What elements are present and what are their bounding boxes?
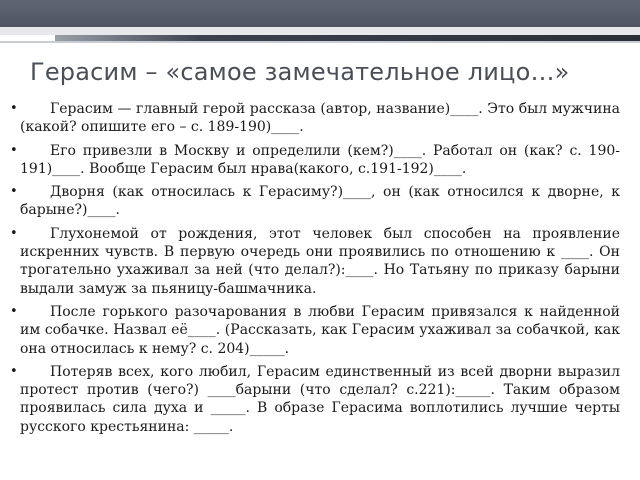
header-divider [0,41,640,43]
paragraph-text: Его привезли в Москву и определили (кем?)____. Работал он (как? с. 190-191)____. Вообще Герасим был нрава(какого, с.191-192)____. [20,142,620,177]
paragraph-text: После горького разочарования в любви Герасим привязался к найденной им собачке. Назвал её____. (Рассказать, как Герасим ухаживал за собачкой, как она относилась к нему? с. 204)_____. [20,303,620,357]
list-item [10,183,620,220]
paragraph-text: Глухонемой от рождения, этот человек был способен на проявление искренних чувств. В первую очередь они проявились по отношению к ____. Он трогательно ухаживал за ней (что делал?):____. Но Татьяну по приказу барыни выдали замуж за пьяницу-башмачника. [20,225,620,297]
list-item [10,303,620,358]
list-item [10,142,620,179]
list-item [10,225,620,298]
paragraph-text: Герасим — главный герой рассказа (автор, название)____. Это был мужчина (какой? опишите его – с. 189-190)____. [20,101,620,136]
list-item [10,100,620,137]
paragraph-text: Дворня (как относилась к Герасиму?)____, он (как относился к дворне, к барыне?)____. [20,184,620,219]
bullet-icon: • [10,363,18,379]
bullet-icon: • [10,303,18,319]
bullet-icon: • [10,184,18,200]
list-item [10,363,620,436]
header-band [0,0,640,27]
bullet-icon: • [10,225,18,241]
bullet-icon: • [10,142,18,158]
bullet-icon: • [10,101,18,116]
paragraph-text: Потеряв всех, кого любил, Герасим единственный из всей дворни выразил протест против (чего?) ____барыни (что сделал? с.221):_____. Таким образом проявилась сила духа и _____. В образе Герасима воплотились лучшие черты русского крестьянина: _____. [20,363,620,435]
slide-title: Герасим – «самое замечательное лицо…» [30,58,570,86]
bullet-list [10,100,620,441]
header-light-strip [0,27,640,35]
